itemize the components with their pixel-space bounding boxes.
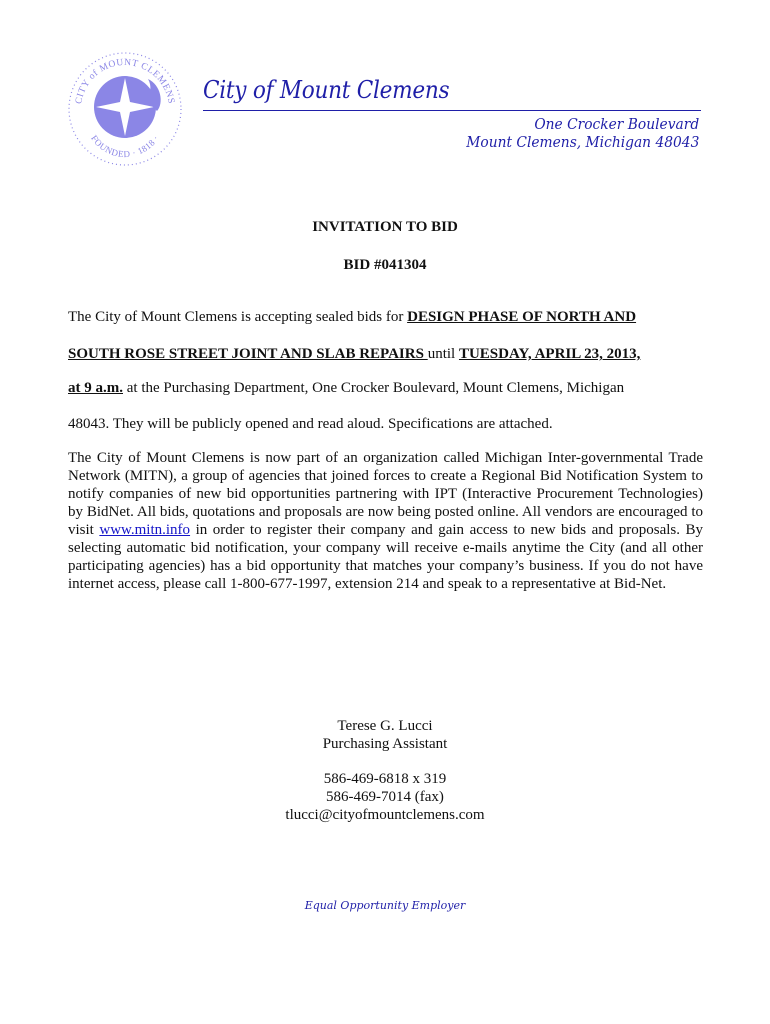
para2-text-after: in order to register their company and gain access to new bids and proposals. By selecting automatic bid notification, your company will receive e-mails anytime the City (and all other participating agencies) has a bid opportunity that matches your company’s business. If you do not have internet access, please call 1-800-677-1997, extension 214 and speak to a representative at Bid-Net.: [68, 522, 703, 592]
address-city-state: Mount Clemens, Michigan 48043: [465, 133, 699, 151]
signer-phone: 586-469-6818 x 319: [323, 771, 447, 787]
document-title: INVITATION TO BID: [312, 219, 458, 235]
para1-text-3: at the Purchasing Department, One Crocker Boulevard, Mount Clemens, Michigan: [123, 380, 625, 396]
para1-text-4: 48043. They will be publicly opened and read aloud. Specifications are attached.: [68, 416, 553, 432]
project-title-part2: SOUTH ROSE STREET JOINT AND SLAB REPAIRS: [68, 346, 428, 362]
para1-line4: [68, 416, 553, 433]
city-name: City of Mount Clemens: [203, 76, 450, 104]
seal-top-text: CITY of MOUNT CLEMENS: [74, 57, 176, 105]
para1-line1: [68, 309, 636, 326]
signer-email: tlucci@cityofmountclemens.com: [285, 807, 485, 823]
project-title-part1: DESIGN PHASE OF NORTH AND: [407, 309, 637, 325]
signer-fax: 586-469-7014 (fax): [326, 789, 444, 805]
para1-text-1: The City of Mount Clemens is accepting sealed bids for: [68, 309, 408, 325]
signer-name: Terese G. Lucci: [337, 718, 433, 734]
mitn-link[interactable]: www.mitn.info: [99, 522, 191, 538]
mitn-paragraph: [68, 449, 703, 593]
bid-number: BID #041304: [343, 257, 427, 273]
para1-line3: [68, 380, 624, 397]
city-seal-logo: [65, 45, 185, 170]
signer-role: Purchasing Assistant: [322, 736, 448, 752]
header-rule: [203, 110, 701, 111]
footer-eoe: Equal Opportunity Employer: [304, 899, 466, 912]
para1-text-2: until: [427, 346, 459, 362]
bid-due-time: at 9 a.m.: [68, 380, 123, 396]
seal-bottom-text: FOUNDED · 1818 ·: [89, 133, 161, 160]
bid-due-date: TUESDAY, APRIL 23, 2013,: [458, 346, 641, 362]
para1-line2: [68, 346, 640, 363]
para2-text-before: The City of Mount Clemens is now part of an organization called Michigan Inter-governmental Trade Network (MITN), a group of agencies that joined forces to create a Regional Bid Notification System to notify companies of new bid opportunities partnering with IPT (Interactive Procurement Technologies) by BidNet. All bids, quotations and proposals are now being posted online. All vendors are encouraged to visit: [68, 450, 703, 538]
address-street: One Crocker Boulevard: [534, 115, 699, 133]
